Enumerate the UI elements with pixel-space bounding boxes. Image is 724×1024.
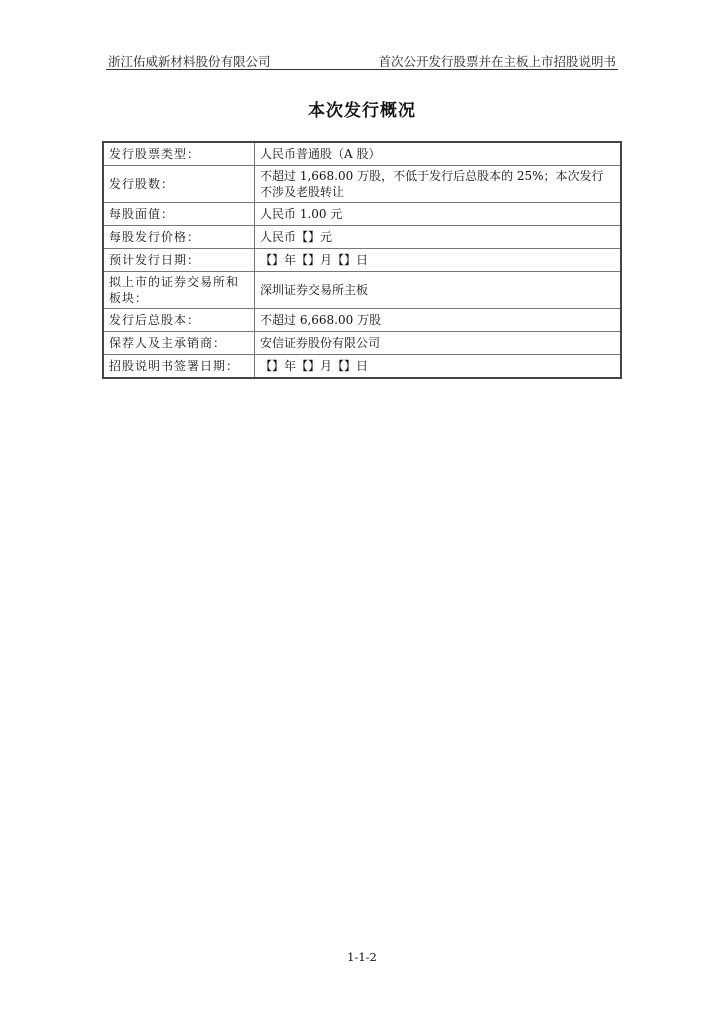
table-row <box>103 142 621 166</box>
table-row <box>103 309 621 332</box>
header-divider <box>106 69 618 70</box>
row-label: 预计发行日期： <box>103 249 255 272</box>
row-label: 发行后总股本： <box>103 309 255 332</box>
table-row <box>103 203 621 226</box>
row-label: 发行股数： <box>103 166 255 203</box>
page-title: 本次发行概况 <box>308 101 416 121</box>
table-row <box>103 226 621 249</box>
row-label: 保荐人及主承销商： <box>103 332 255 355</box>
row-value: 深圳证券交易所主板 <box>255 272 622 309</box>
table-row <box>103 166 621 203</box>
row-label: 拟上市的证券交易所和板块： <box>103 272 255 309</box>
header-company-name: 浙江佑威新材料股份有限公司 <box>108 54 271 69</box>
row-value: 【】年【】月【】日 <box>255 249 622 272</box>
table-row <box>103 355 621 379</box>
row-value: 人民币【】元 <box>255 226 622 249</box>
row-label: 每股发行价格： <box>103 226 255 249</box>
page-header <box>106 50 618 70</box>
table-row <box>103 272 621 309</box>
row-value: 人民币 1.00 元 <box>255 203 622 226</box>
header-document-title: 首次公开发行股票并在主板上市招股说明书 <box>378 54 616 69</box>
row-value: 不超过 6,668.00 万股 <box>255 309 622 332</box>
table-row <box>103 332 621 355</box>
table-row <box>103 249 621 272</box>
row-value: 【】年【】月【】日 <box>255 355 622 379</box>
row-label: 每股面值： <box>103 203 255 226</box>
offering-summary-table <box>102 141 622 379</box>
row-value: 安信证券股份有限公司 <box>255 332 622 355</box>
row-value: 不超过 1,668.00 万股，不低于发行后总股本的 25%；本次发行不涉及老股转让 <box>255 166 622 203</box>
page-number: 1-1-2 <box>347 950 377 964</box>
row-label: 招股说明书签署日期： <box>103 355 255 379</box>
row-label: 发行股票类型： <box>103 142 255 166</box>
row-value: 人民币普通股（A 股） <box>255 142 622 166</box>
